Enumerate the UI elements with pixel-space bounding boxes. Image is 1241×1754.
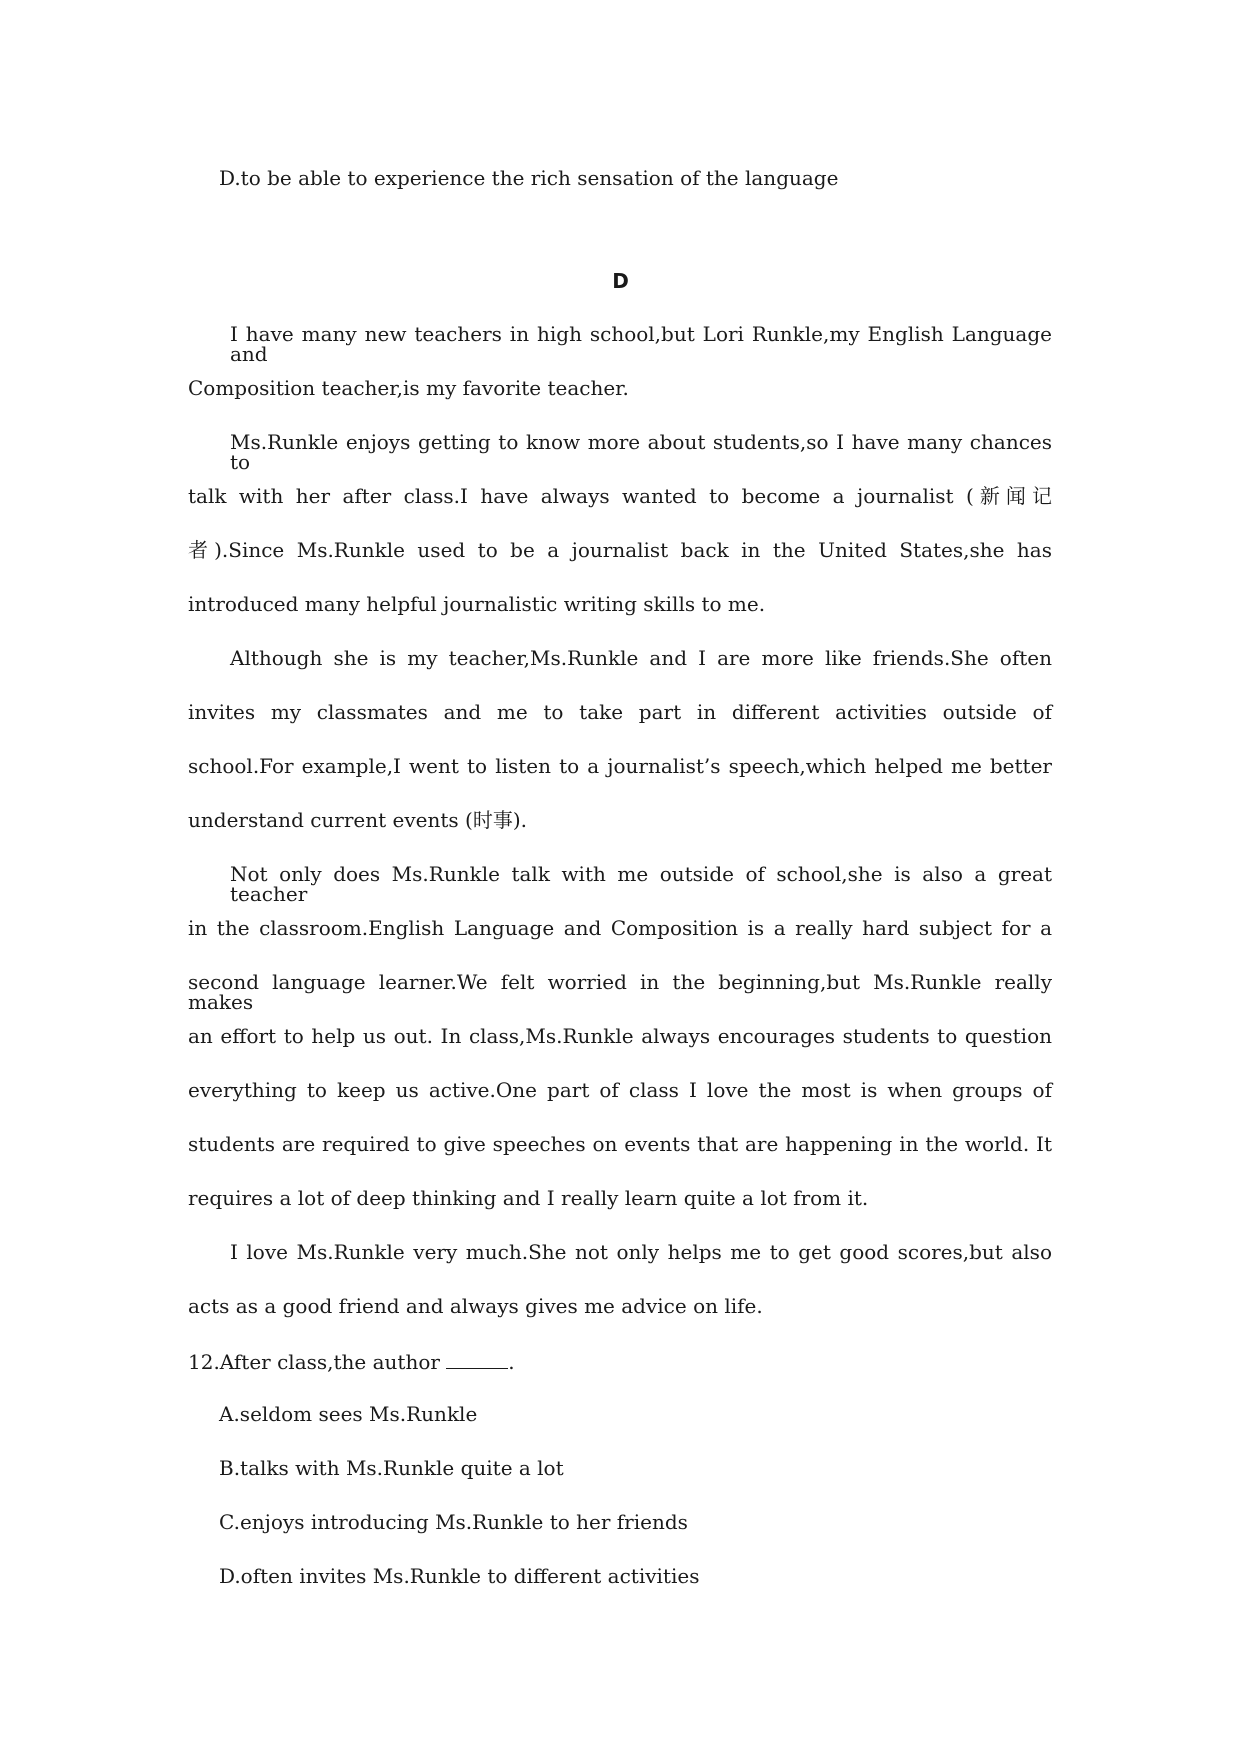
- passage-p5-line2: acts as a good friend and always gives me advice on life.: [188, 1294, 763, 1318]
- passage-p4-line6: students are required to give speeches on events that are happening in the world. It: [188, 1132, 1052, 1156]
- passage-p4-line4: an effort to help us out. In class,Ms.Runkle always encourages students to question: [188, 1024, 1052, 1048]
- passage-p4-line7: requires a lot of deep thinking and I really learn quite a lot from it.: [188, 1186, 869, 1210]
- question-12-option-b: B.talks with Ms.Runkle quite a lot: [219, 1456, 564, 1480]
- question-12-option-c: C.enjoys introducing Ms.Runkle to her friends: [219, 1510, 688, 1534]
- passage-p4-line5: everything to keep us active.One part of class I love the most is when groups of: [188, 1078, 1052, 1102]
- passage-p1-line1: I have many new teachers in high school,but Lori Runkle,my English Language and: [230, 322, 1052, 366]
- passage-p1-line2: Composition teacher,is my favorite teacher.: [188, 376, 629, 400]
- passage-p5-line1: I love Ms.Runkle very much.She not only helps me to get good scores,but also: [230, 1240, 1052, 1264]
- section-heading: D: [612, 269, 629, 293]
- answer-blank: [446, 1350, 508, 1369]
- passage-p3-line1: Although she is my teacher,Ms.Runkle and I are more like friends.She often: [230, 646, 1052, 670]
- passage-p4-line3: second language learner.We felt worried in the beginning,but Ms.Runkle really makes: [188, 970, 1052, 1014]
- prev-option-d: D.to be able to experience the rich sensation of the language: [219, 166, 839, 190]
- passage-p3-line4: understand current events (时事).: [188, 808, 528, 832]
- question-stem-end: .: [508, 1350, 515, 1374]
- passage-p2-line4: introduced many helpful journalistic writing skills to me.: [188, 592, 766, 616]
- question-12-option-d: D.often invites Ms.Runkle to different activities: [219, 1564, 700, 1588]
- question-12-option-a: A.seldom sees Ms.Runkle: [219, 1402, 478, 1426]
- question-12-stem: [188, 1350, 515, 1372]
- passage-p3-line2: invites my classmates and me to take part in different activities outside of: [188, 700, 1052, 724]
- question-stem-text: 12.After class,the author: [188, 1350, 440, 1374]
- passage-p4-line1: Not only does Ms.Runkle talk with me outside of school,she is also a great teacher: [230, 862, 1052, 906]
- passage-p4-line2: in the classroom.English Language and Composition is a really hard subject for a: [188, 916, 1052, 940]
- passage-p2-line1: Ms.Runkle enjoys getting to know more about students,so I have many chances to: [230, 430, 1052, 474]
- passage-p2-line2: talk with her after class.I have always wanted to become a journalist (新闻记: [188, 484, 1052, 508]
- passage-p2-line3: 者).Since Ms.Runkle used to be a journalist back in the United States,she has: [188, 538, 1052, 562]
- passage-p3-line3: school.For example,I went to listen to a journalist’s speech,which helped me better: [188, 754, 1052, 778]
